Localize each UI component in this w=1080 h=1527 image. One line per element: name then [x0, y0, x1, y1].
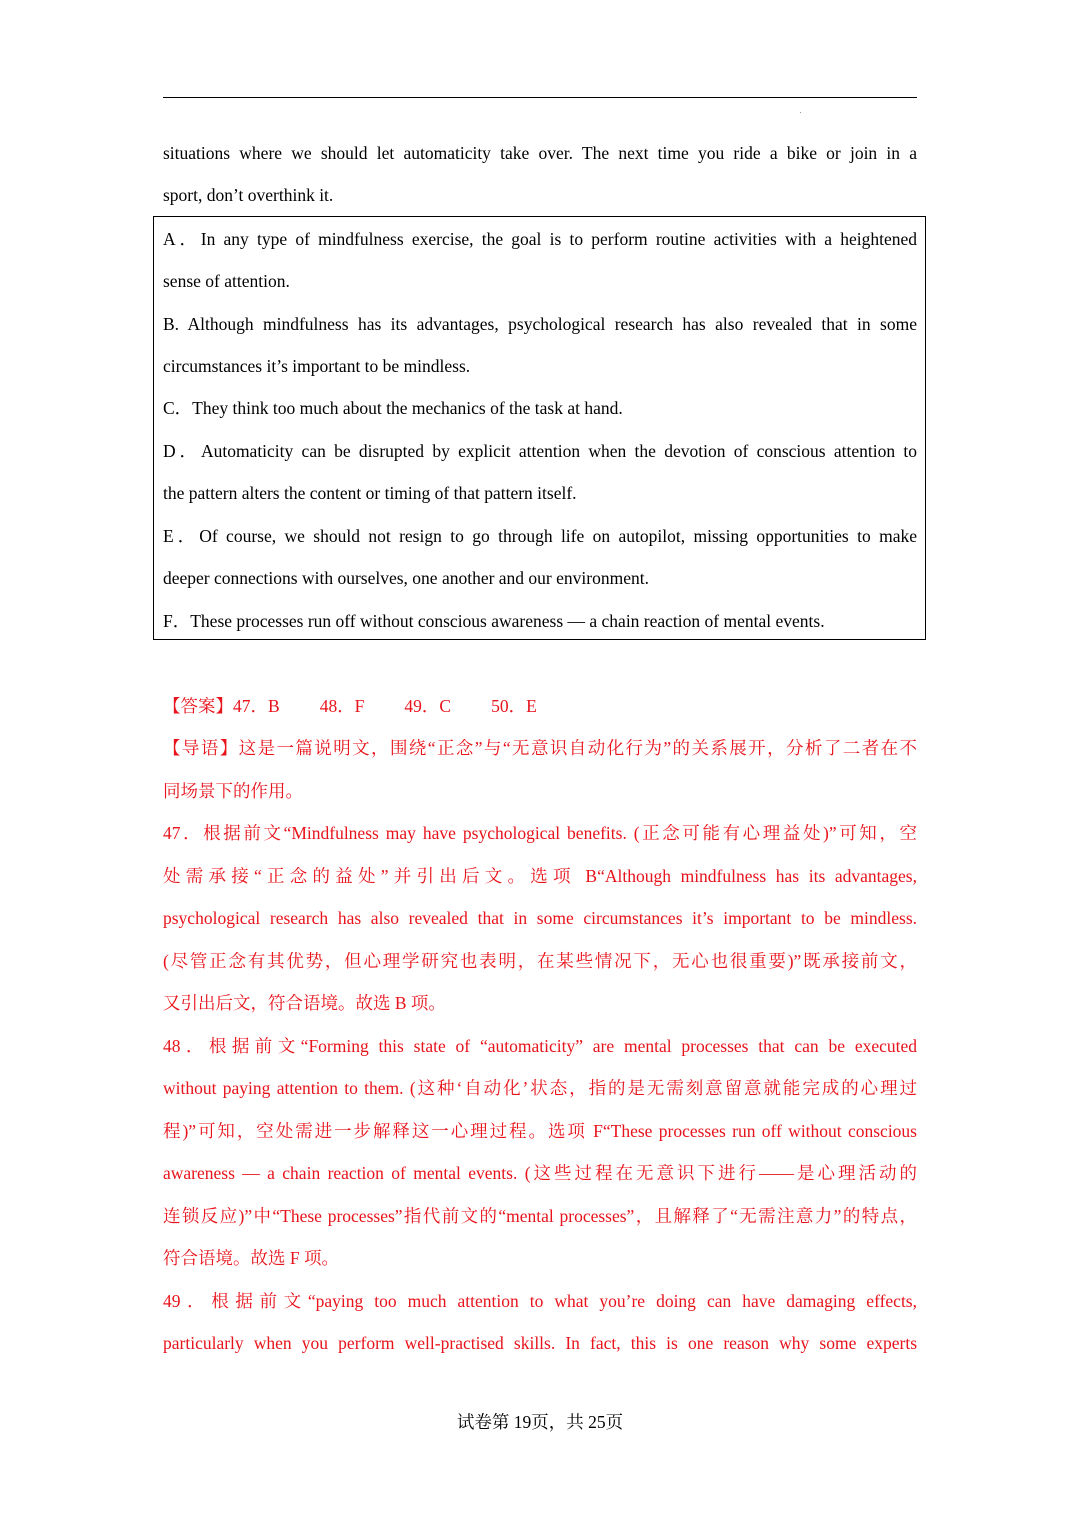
header-rule: [163, 97, 917, 98]
explanation-line-5: psychological research has also revealed that in some circumstances it’s important to be mindless.: [163, 908, 917, 928]
passage-line-1: situations where we should let automaticity take over. The next time you ride a bike or join in a: [163, 143, 917, 163]
explanation-line-11: awareness — a chain reaction of mental events. (这些过程在无意识下进行——是心理活动的: [163, 1163, 917, 1183]
header-mark: [800, 112, 801, 113]
option-f: F．These processes run off without conscious awareness — a chain reaction of mental events.: [163, 611, 825, 631]
explanation-line-13: 符合语境。故选 F 项。: [163, 1248, 339, 1268]
answer-50: 50．E: [491, 696, 537, 716]
explanation-line-9: without paying attention to them. (这种‘自动化’状态，指的是无需刻意留意就能完成的心理过: [163, 1078, 917, 1098]
explanation-line-7: 又引出后文，符合语境。故选 B 项。: [163, 993, 446, 1013]
option-e-line-2: deeper connections with ourselves, one another and our environment.: [163, 568, 649, 588]
answer-label: 【答案】: [163, 696, 233, 716]
explanation-line-12: 连锁反应)”中“These processes”指代前文的“mental processes”，且解释了“无需注意力”的特点，: [163, 1206, 917, 1226]
explanation-line-10: 程)”可知，空处需进一步解释这一心理过程。选项 F“These processes run off without conscious: [163, 1121, 917, 1141]
answer-row: [163, 694, 917, 718]
explanation-line-15: particularly when you perform well-practised skills. In fact, this is one reason why some experts: [163, 1333, 917, 1353]
option-c: C．They think too much about the mechanics of the task at hand.: [163, 398, 623, 418]
option-a-line-1: A．In any type of mindfulness exercise, the goal is to perform routine activities with a heightened: [163, 229, 917, 249]
answer-47: 47．B: [233, 696, 280, 716]
explanation-line-8: 48．根据前文“Forming this state of “automaticity” are mental processes that can be executed: [163, 1036, 917, 1056]
explanation-line-4: 处需承接“正念的益处”并引出后文。选项 B“Although mindfulness has its advantages,: [163, 866, 917, 886]
option-e-line-1: E．Of course, we should not resign to go through life on autopilot, missing opportunities to make: [163, 526, 917, 546]
option-b-line-2: circumstances it’s important to be mindless.: [163, 356, 471, 376]
option-a-line-2: sense of attention.: [163, 271, 290, 291]
explanation-line-6: (尽管正念有其优势，但心理学研究也表明，在某些情况下，无心也很重要)”既承接前文，: [163, 951, 917, 971]
option-b-line-1: B. Although mindfulness has its advantages, psychological research has also revealed that in some: [163, 314, 917, 334]
explanation-line-3: 47．根据前文“Mindfulness may have psychological benefits. (正念可能有心理益处)”可知，空: [163, 823, 917, 843]
page-footer: 试卷第 19页，共 25页: [456, 1412, 624, 1432]
passage-line-2: sport, don’t overthink it.: [163, 185, 334, 205]
explanation-line-1: 【导语】这是一篇说明文，围绕“正念”与“无意识自动化行为”的关系展开，分析了二者在不: [163, 738, 917, 758]
option-d-line-1: D．Automaticity can be disrupted by explicit attention when the devotion of conscious attention to: [163, 441, 917, 461]
answer-49: 49．C: [404, 696, 452, 716]
option-d-line-2: the pattern alters the content or timing of that pattern itself.: [163, 483, 577, 503]
explanation-line-2: 同场景下的作用。: [163, 781, 303, 801]
explanation-line-14: 49．根据前文“paying too much attention to what you’re doing can have damaging effects,: [163, 1291, 917, 1311]
answer-48: 48．F: [319, 696, 365, 716]
